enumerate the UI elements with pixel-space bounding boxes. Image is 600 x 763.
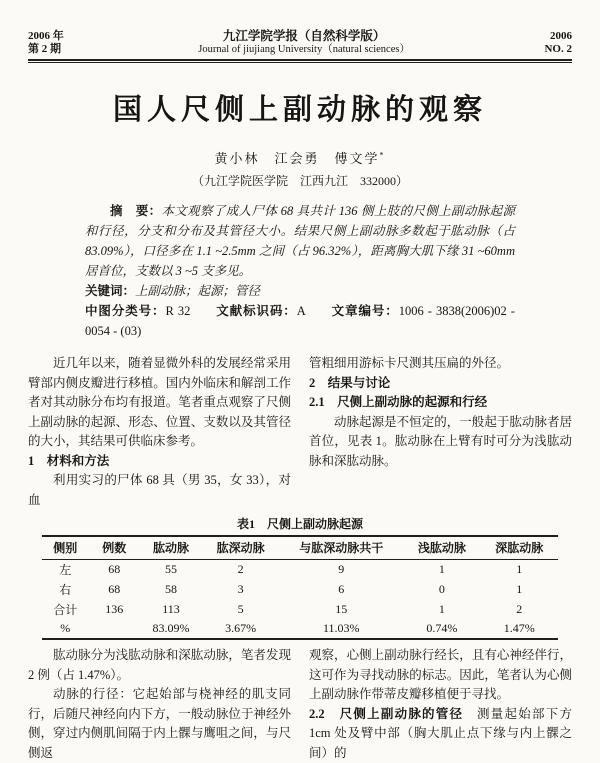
table-header-cell: 肱深动脉 bbox=[202, 536, 279, 560]
affiliation-line: （九江学院医学院 江西九江 332000） bbox=[28, 172, 572, 189]
caliber-text: 测量起始部下方 1cm 处及臂中部（胸大肌止点下缘与内上髁之间）的 bbox=[309, 707, 572, 760]
table-cell: 113 bbox=[140, 600, 202, 620]
header-year-right: 2006 bbox=[544, 30, 572, 43]
abstract-text: 本文观察了成人尸体 68 具共计 136 侧上肢的尺侧上副动脉起源和行径，分支和分布及其管径大小。结果尺侧上副动脉多数起于肱动脉（占 83.09%），口径多在 1.1 ~2.5mm 之间（占 96.32%），距离胸大肌下缘 31 ~60mm 居首位，支数以 3 ~5 支多见。 bbox=[85, 204, 515, 278]
table-row bbox=[42, 560, 558, 581]
keywords-text: 上副动脉；起源；管径 bbox=[135, 284, 260, 298]
doc-code-value: A bbox=[297, 304, 306, 318]
table-header-cell: 肱动脉 bbox=[140, 536, 202, 560]
doc-code-label: 文献标识码： bbox=[215, 304, 296, 318]
table-cell: 1.47% bbox=[481, 620, 558, 639]
observation-paragraph: 观察，心侧上副动脉行经长，且有心神经伴行，这可作为寻找动脉的标志。因此，笔者认为心侧上副动脉作带蒂皮瓣移植便于寻找。 bbox=[309, 646, 572, 705]
header-issue-right: NO. 2 bbox=[544, 43, 572, 56]
table-header-cell: 例数 bbox=[88, 536, 140, 560]
table-cell: 右 bbox=[42, 580, 88, 600]
table-cell: 83.09% bbox=[140, 620, 202, 639]
left-column-bottom bbox=[28, 646, 291, 763]
body-columns-bottom bbox=[28, 646, 572, 763]
journal-header bbox=[28, 0, 572, 56]
section-2-heading: 2 结果与讨论 bbox=[309, 374, 572, 394]
table-cell: 0 bbox=[403, 580, 480, 600]
table-head bbox=[42, 536, 558, 560]
keywords-label: 关键词： bbox=[85, 284, 135, 298]
table-body bbox=[42, 560, 558, 640]
table-cell: 6 bbox=[279, 580, 403, 600]
table-cell: % bbox=[42, 620, 88, 639]
origin-table bbox=[42, 535, 558, 640]
meta-line bbox=[85, 301, 515, 341]
article-id-label: 文章编号： bbox=[331, 304, 399, 318]
right-column bbox=[309, 354, 572, 510]
table-cell: 136 bbox=[88, 600, 140, 620]
origin-paragraph: 动脉起源是不恒定的，一般起于肱动脉者居首位，见表 1。肱动脉在上臂有时可分为浅肱动脉和深肱动脉。 bbox=[309, 413, 572, 472]
authors-line bbox=[28, 148, 572, 167]
table-cell: 1 bbox=[403, 560, 480, 581]
keywords-line bbox=[85, 281, 515, 301]
table-cell: 3 bbox=[202, 580, 279, 600]
methods-continuation: 管粗细用游标卡尺测其压扁的外径。 bbox=[309, 354, 572, 374]
section-2-2-heading: 2.2 尺侧上副动脉的管径 bbox=[309, 707, 463, 721]
header-right-block bbox=[544, 30, 572, 56]
section-1-heading: 1 材料和方法 bbox=[28, 452, 291, 472]
table-cell: 58 bbox=[140, 580, 202, 600]
table-cell: 68 bbox=[88, 560, 140, 581]
table-cell: 2 bbox=[481, 600, 558, 620]
table-cell: 11.03% bbox=[279, 620, 403, 639]
table-row bbox=[42, 600, 558, 620]
table-cell: 9 bbox=[279, 560, 403, 581]
table-cell bbox=[88, 620, 140, 639]
methods-paragraph: 利用实习的尸体 68 具（男 35，女 33），对血 bbox=[28, 471, 291, 510]
clc-value: R 32 bbox=[165, 304, 190, 318]
caliber-paragraph bbox=[309, 705, 572, 763]
table-row bbox=[42, 580, 558, 600]
intro-paragraph: 近几年以来，随着显微外科的发展经常采用臂部内侧皮瓣进行移植。国内外临床和解剖工作者对其动脉分布均有报道。笔者重点观察了尺侧上副动脉的起源、形态、位置、支数以及其管径的大小，其结果可供临床参考。 bbox=[28, 354, 291, 452]
table-cell: 1 bbox=[403, 600, 480, 620]
section-2-1-heading: 2.1 尺侧上副动脉的起源和行经 bbox=[309, 393, 572, 413]
table-cell: 0.74% bbox=[403, 620, 480, 639]
table-header-cell: 与肱深动脉共干 bbox=[279, 536, 403, 560]
article-id-value: 1006 - 3838(2006)02 - 0054 - (03) bbox=[85, 304, 515, 338]
clc-label: 中图分类号： bbox=[85, 304, 165, 318]
journal-name-en: Journal of jiujiang University（natural sciences） bbox=[198, 43, 410, 56]
brachial-variant-paragraph: 肱动脉分为浅肱动脉和深肱动脉，笔者发现 2 例（占 1.47%）。 bbox=[28, 646, 291, 685]
header-left-block bbox=[28, 30, 64, 56]
table-cell: 68 bbox=[88, 580, 140, 600]
right-column-bottom bbox=[309, 646, 572, 763]
table-cell: 1 bbox=[481, 560, 558, 581]
table-header-row bbox=[42, 536, 558, 560]
table-cell: 左 bbox=[42, 560, 88, 581]
table-cell: 合计 bbox=[42, 600, 88, 620]
table-row bbox=[42, 620, 558, 639]
author-footnote-mark: * bbox=[380, 151, 386, 160]
header-issue-left: 第 2 期 bbox=[28, 43, 64, 56]
abstract-label: 摘 要： bbox=[110, 204, 161, 218]
table-area bbox=[28, 515, 572, 640]
table-cell: 15 bbox=[279, 600, 403, 620]
table-header-cell: 侧别 bbox=[42, 536, 88, 560]
header-center-block bbox=[198, 30, 410, 56]
header-divider-rule bbox=[28, 59, 572, 63]
authors-names: 黄小林 江会勇 傅文学 bbox=[214, 151, 379, 166]
table-cell: 55 bbox=[140, 560, 202, 581]
front-matter bbox=[85, 201, 515, 341]
article-title: 国人尺侧上副动脉的观察 bbox=[28, 87, 572, 128]
table-header-cell: 深肱动脉 bbox=[481, 536, 558, 560]
table-cell: 1 bbox=[481, 580, 558, 600]
abstract-paragraph bbox=[85, 201, 515, 281]
journal-name-cn: 九江学院学报（自然科学版） bbox=[198, 30, 410, 43]
left-column bbox=[28, 354, 291, 510]
table-cell: 2 bbox=[202, 560, 279, 581]
body-columns-top bbox=[28, 354, 572, 510]
table-cell: 3.67% bbox=[202, 620, 279, 639]
table-cell: 5 bbox=[202, 600, 279, 620]
artery-course-paragraph: 动脉的行径：它起始部与桡神经的肌支同行，后随尺神经向内下方，一般动脉位于神经外侧，穿过内侧肌间隔于内上髁与鹰咀之间，与尺侧返 bbox=[28, 685, 291, 763]
table-header-cell: 浅肱动脉 bbox=[403, 536, 480, 560]
header-year-left: 2006 年 bbox=[28, 30, 64, 43]
table-caption: 表1 尺侧上副动脉起源 bbox=[28, 515, 572, 532]
